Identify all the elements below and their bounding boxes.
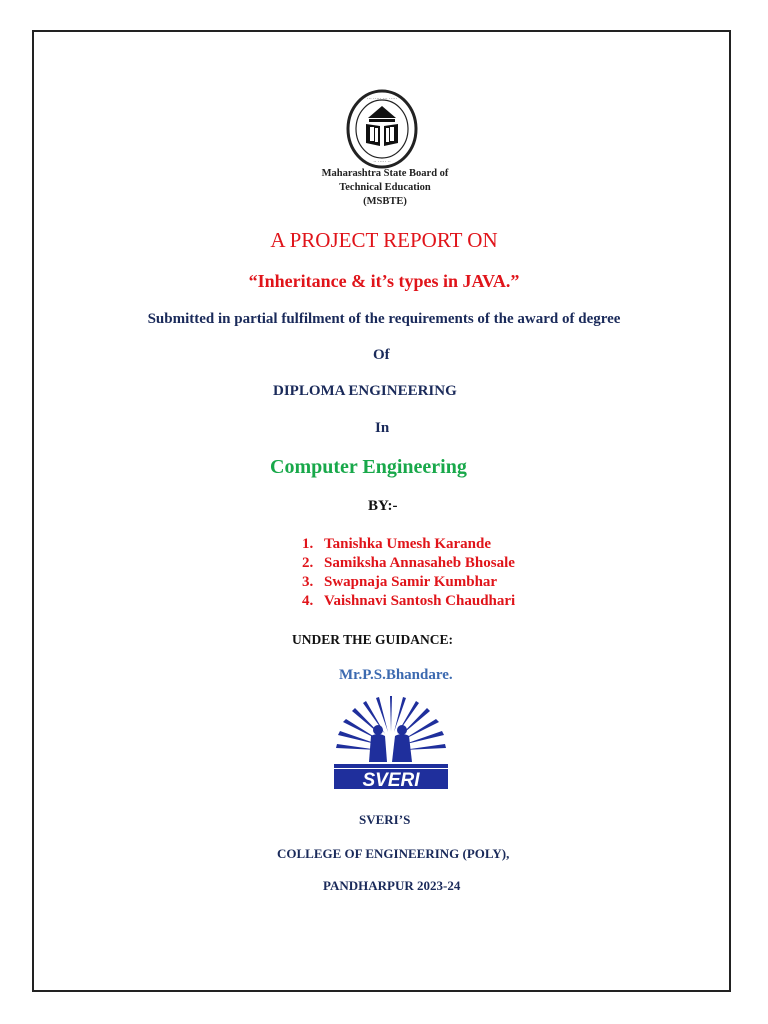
- submission-statement: Submitted in partial fulfilment of the requirements of the award of degree: [147, 311, 621, 327]
- board-name-line1: Maharashtra State Board of: [321, 168, 449, 179]
- in-text: In: [375, 420, 390, 436]
- report-title: A PROJECT REPORT ON: [270, 228, 498, 252]
- author-name: Vaishnavi Santosh Chaudhari: [324, 593, 516, 609]
- msbte-logo: [332, 88, 432, 170]
- guide-name: Mr.P.S.Bhandare.: [339, 667, 453, 683]
- author-name: Samiksha Annasaheb Bhosale: [324, 555, 515, 571]
- board-name-line2: Technical Education: [339, 182, 431, 193]
- author-name: Tanishka Umesh Karande: [324, 536, 491, 552]
- degree-name: DIPLOMA ENGINEERING: [273, 383, 457, 399]
- college-name: COLLEGE OF ENGINEERING (POLY),: [277, 846, 510, 861]
- author-name: Swapnaja Samir Kumbhar: [324, 574, 498, 590]
- author-item: 3. Swapnaja Samir Kumbhar: [302, 574, 498, 590]
- branch-name: Computer Engineering: [270, 456, 467, 478]
- svg-text:··· ····· ··· ·····: ··· ····· ··· ·····: [366, 97, 398, 102]
- institute-name: SVERI’S: [359, 812, 411, 827]
- author-list: [302, 535, 515, 611]
- by-label: BY:-: [368, 498, 398, 514]
- board-name: [300, 167, 470, 209]
- of-text: Of: [373, 347, 390, 363]
- sveri-logo-text: SVERI: [362, 770, 420, 791]
- svg-text:·· ····· ··: ·· ····· ··: [373, 160, 391, 165]
- board-abbr: (MSBTE): [363, 196, 407, 207]
- report-subtitle: “Inheritance & it’s types in JAVA.”: [248, 271, 520, 291]
- guidance-label: UNDER THE GUIDANCE:: [292, 632, 454, 647]
- author-item: 1. Tanishka Umesh Karande: [302, 536, 491, 552]
- author-item: 4. Vaishnavi Santosh Chaudhari: [302, 593, 516, 609]
- place-year: PANDHARPUR 2023-24: [323, 878, 461, 893]
- author-item: 2. Samiksha Annasaheb Bhosale: [302, 555, 515, 571]
- sveri-logo: [330, 692, 452, 792]
